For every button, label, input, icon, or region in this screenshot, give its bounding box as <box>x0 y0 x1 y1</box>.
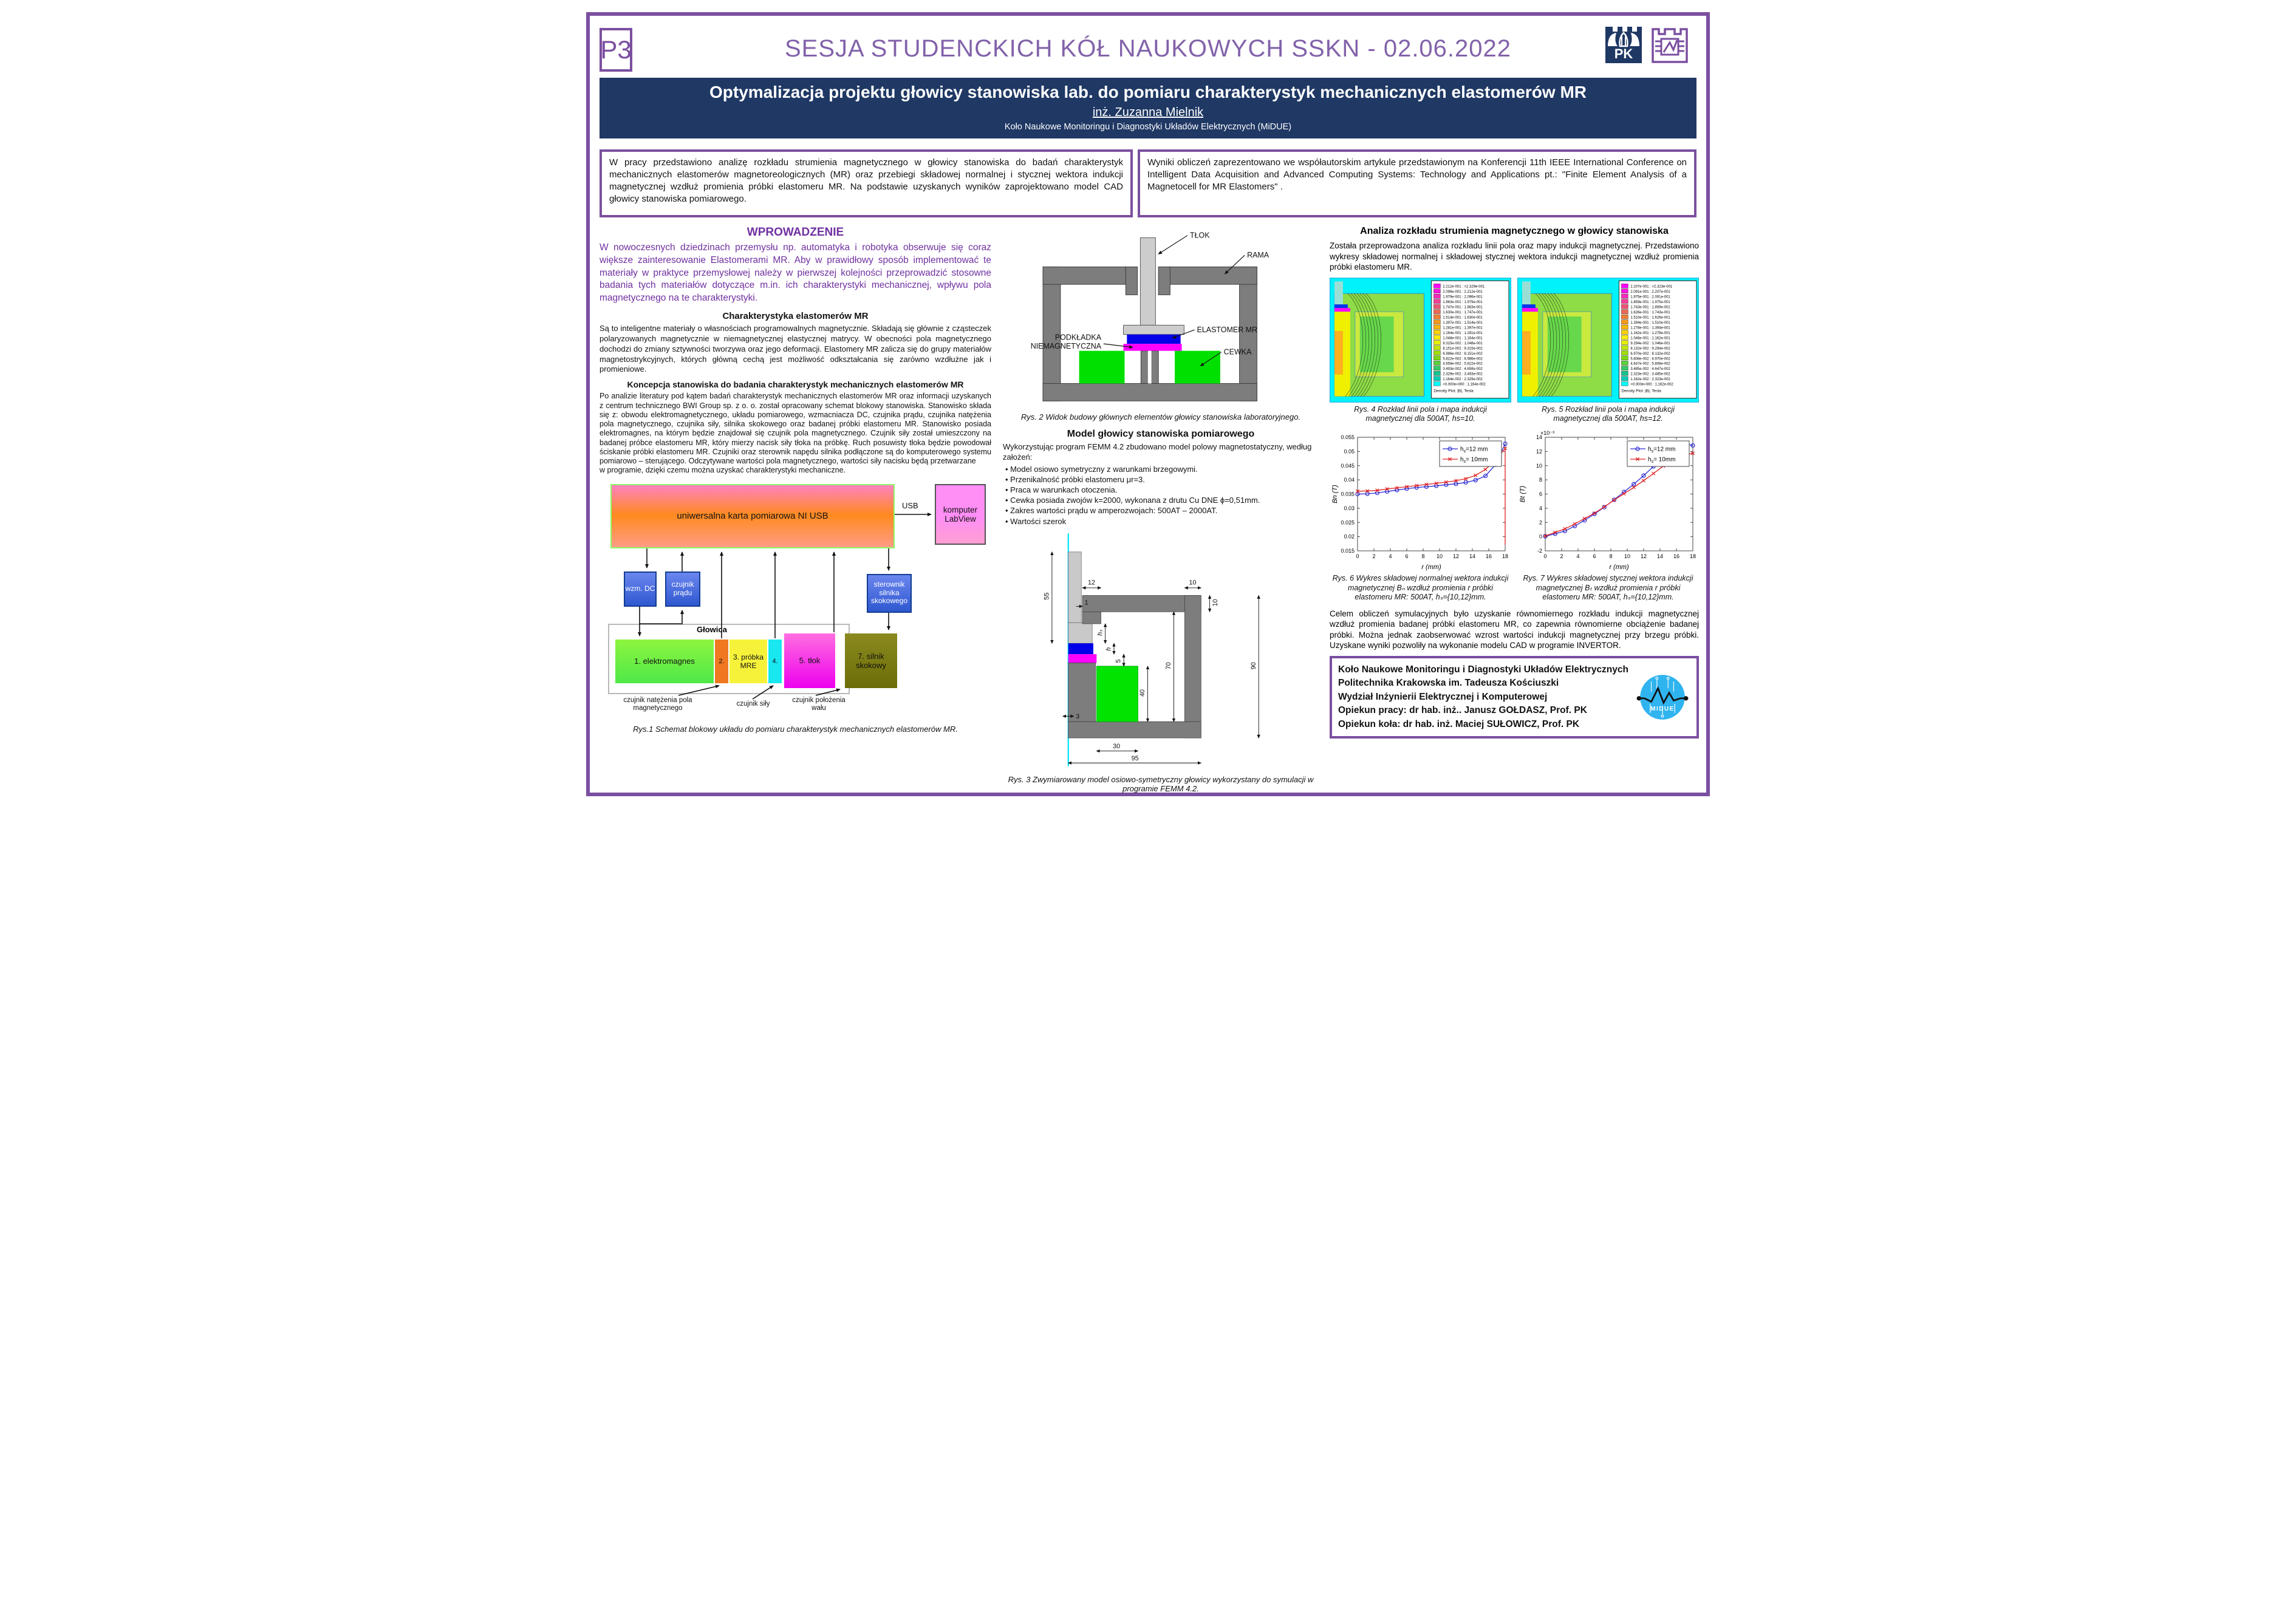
bullet-4: • Cewka posiada zwojów k=2000, wykonana z drutu Cu DNE ϕ=0,51mm. <box>1005 496 1260 505</box>
svg-text:1.162e-001 : 1.278e-001: 1.162e-001 : 1.278e-001 <box>1630 331 1670 335</box>
svg-text:6: 6 <box>1593 553 1596 559</box>
rys5-caption: Rys. 5 Rozkład linii pola i mapa indukcji magnetycznej dla 500AT, hs=12. <box>1542 404 1675 423</box>
fig3-pad <box>1068 654 1097 663</box>
cewka-label: CEWKA <box>1223 347 1252 357</box>
midue-chip-icon <box>1650 26 1689 64</box>
svg-text:2.329e-002 : 3.493e-002: 2.329e-002 : 3.493e-002 <box>1443 372 1483 377</box>
rys6-caption: Rys. 6 Wykres składowej normalnej wektora indukcji magnetycznej Bₙ wzdłuż promienia r próbki elastomeru MR: 500AT, hₛ={10,12}mm. <box>1332 573 1509 602</box>
podkladka-label-1: PODKŁADKA <box>1054 333 1102 342</box>
svg-text:9.315e-002 : 1.048e-001: 9.315e-002 : 1.048e-001 <box>1443 341 1483 346</box>
rys4-caption: Rys. 4 Rozkład linii pola i mapa indukcji magnetycznej dla 500AT, hs=10. <box>1354 404 1487 423</box>
abstract-right: Wyniki obliczeń zaprezentowano we współautorskim artykule przedstawionym na Konferencji 11th IEEE International Conference on Intelligent Data Acquisition and Advanced Computing Systems: Technology and Applications pt.: "Finite Element Analysis of a Magnetocell for MR Elastomers" . <box>1138 149 1696 217</box>
pk-logo-icon <box>1604 26 1643 64</box>
bullet-1: • Model osiowo symetryczny z warunkami brzegowymi. <box>1005 464 1198 474</box>
dim-12: 12 <box>1088 579 1095 587</box>
electromagnet-box: 1. elektromagnes <box>615 640 714 683</box>
svg-text:0.025: 0.025 <box>1341 519 1355 526</box>
svg-text:8.132e-002 : 9.294e-002: 8.132e-002 : 9.294e-002 <box>1630 346 1670 350</box>
chart-bt-vs-r <box>1517 429 1699 571</box>
svg-text:0.055: 0.055 <box>1341 434 1355 440</box>
credit-line-5: Opiekun koła: dr hab. inż. Maciej SUŁOWICZ, Prof. PK <box>1338 718 1580 729</box>
dim-hs: hₛ <box>1096 629 1104 636</box>
svg-text:12: 12 <box>1452 553 1460 559</box>
glowica-label: Głowica <box>697 624 727 634</box>
rys7-caption: Rys. 7 Wykres składowej stycznej wektora indukcji magnetycznej Bₜ wzdłuż promienia r próbki elastomeru MR: 500AT, hₛ={10,12}mm. <box>1523 573 1693 602</box>
koncepcja-paragraph-2: w programie, dzięki czemu można uzyskać charakterystyki mechaniczne. <box>600 466 846 475</box>
density-maps-row <box>1330 278 1699 403</box>
bullet-2: • Przenikalność próbki elastomeru μr=3. <box>1005 474 1145 484</box>
dim-95: 95 <box>1131 754 1139 762</box>
svg-text:14: 14 <box>1469 553 1476 559</box>
svg-text:3.485e-002 : 4.647e-002: 3.485e-002 : 4.647e-002 <box>1630 367 1670 371</box>
svg-text:1.747e-001 : 1.863e-001: 1.747e-001 : 1.863e-001 <box>1443 305 1483 310</box>
svg-text:hs= 10mm: $h_s= 10mm$ <box>1460 456 1488 464</box>
charakterystyka-heading: Charakterystyka elastomerów MR <box>722 310 869 321</box>
svg-text:0.02: 0.02 <box>1344 533 1355 540</box>
charakterystyka-paragraph: Są to inteligentne materiały o własnościach programowalnych magnetycznie. Składają się głównie z cząsteczek polaryzowanych magnetycznie w niemagnetycznej elastycznej matrycy. W obecności pola magnetycznego dochodzi do zmiany sztywności tworzywa oraz jego deformacji. Elastomery MR zalicza się do grupy materiałów magnetostrykcyjnych, których główną cechą jest możliwość odkształcania się zarówno wzdłużne jak i promieniowe. <box>600 323 991 374</box>
dim-70: 70 <box>1165 662 1173 669</box>
svg-text:1.278e-001 : 1.394e-001: 1.278e-001 : 1.394e-001 <box>1630 326 1670 330</box>
svg-text:3.493e-002 : 4.658e-002: 3.493e-002 : 4.658e-002 <box>1443 367 1483 371</box>
field-sensor-label: czujnik natężenia pola magnetycznego <box>623 696 692 712</box>
title-bar <box>600 78 1696 138</box>
author: inż. Zuzanna Mielnik <box>1092 106 1204 119</box>
density-map-rys5 <box>1517 278 1699 403</box>
celem-paragraph: Celem obliczeń symulacyjnych było uzyskanie równomiernego rozkładu indukcji magnetycznej wzdłuż promienia badanej próbki elastomeru MR, co zapewnia równomierne obciążenie badanej próbki. Można jednak zaobserwować wzrost wartości indukcji magnetycznej przy brzegu próbki. Uzyskane wyniki pozwoliły na wykonanie modelu CAD w programie INVERTOR. <box>1330 609 1699 650</box>
fig3-elastomer <box>1068 643 1093 654</box>
elastomer-label: ELASTOMER MR <box>1197 325 1258 334</box>
coil-left-shape <box>1079 351 1125 384</box>
svg-text:Density Plot: |B|, Tesla: Density Plot: |B|, Tesla <box>1433 389 1474 394</box>
intro-heading: WPROWADZENIE <box>747 226 844 239</box>
svg-text:9.294e-002 : 1.046e-001: 9.294e-002 : 1.046e-001 <box>1630 341 1670 346</box>
svg-text:<0.000e+000 : 1.162e-002: <0.000e+000 : 1.162e-002 <box>1630 383 1673 387</box>
svg-text:14: 14 <box>1656 553 1664 559</box>
svg-text:8: 8 <box>1539 477 1542 483</box>
middle-column <box>1003 226 1319 793</box>
svg-text:2.091e-001 : 2.207e-001: 2.091e-001 : 2.207e-001 <box>1630 290 1670 294</box>
svg-text:2: 2 <box>1539 519 1542 526</box>
svg-text:2.096e-001 : 2.212e-001: 2.096e-001 : 2.212e-001 <box>1443 290 1483 294</box>
chart-captions-row <box>1330 574 1699 602</box>
piston-box: 5. tłok <box>784 633 835 688</box>
model-bullets <box>1005 464 1319 527</box>
svg-text:1.630e-001 : 1.747e-001: 1.630e-001 : 1.747e-001 <box>1443 310 1483 315</box>
stepper-driver-box: sterownik silnika skokowego <box>867 574 912 613</box>
right-column <box>1330 226 1699 739</box>
credit-line-4: Opiekun pracy: dr hab. inż.. Janusz GOŁDASZ, Prof. PK <box>1338 705 1587 716</box>
bullet-5: • Zakres wartości prądu w amperozwojach: 500AT – 2000AT. <box>1005 506 1218 516</box>
svg-text:6: 6 <box>1539 491 1542 497</box>
credits-box <box>1330 656 1699 739</box>
svg-text:1.164e-001 : 1.281e-001: 1.164e-001 : 1.281e-001 <box>1443 331 1483 335</box>
logos <box>1604 26 1689 64</box>
svg-text:1.164e-002 : 2.329e-002: 1.164e-002 : 2.329e-002 <box>1443 377 1483 381</box>
analiza-paragraph: Została przeprowadzona analiza rozkładu linii pola oraz mapy indukcji magnetycznej. Przedstawiono wykresy składowej normalnej i składowej stycznej wektora indukcji magnetycznej wzdłuż promienia próbki elastomeru MR. <box>1330 241 1699 272</box>
mre-sample-box: 3. próbka MRE <box>729 640 767 683</box>
svg-text:6.986e-002 : 8.151e-002: 6.986e-002 : 8.151e-002 <box>1443 352 1483 356</box>
fig2-schematic <box>1015 226 1307 407</box>
svg-text:2: 2 <box>1372 553 1376 559</box>
box-4: 4. <box>768 640 782 683</box>
rama-label: RAMA <box>1247 251 1269 260</box>
svg-text:8: 8 <box>1609 553 1613 559</box>
svg-text:8.151e-002 : 9.315e-002: 8.151e-002 : 9.315e-002 <box>1443 346 1483 350</box>
svg-text:r (mm): r (mm) <box>1421 563 1441 571</box>
koncepcja-paragraph: Po analizie literatury pod kątem badań charakterystyk mechanicznych elastomerów MR oraz informacji uzyskanych z centrum technicznego BWI Group sp. z o. o. został opracowany schemat blokowy stanowiska. Stanowisko składa się z: obwodu elektromagnetycznego, układu pomiarowego, wzmacniacza DC, czujnika prądu, czujnika natężenia pola magnetycznego, czujnika siły, silnika skokowego oraz badanej próbki elastomeru MR. Stanowisko posiada elektromagnes, na którym będzie znajdował się czujnik pola magnetycznego. Czujnik siły został umieszczony na badanej próbce elastomeru MR, który mierzy nacisk siły tłoka na próbkę. Ruch posuwisty tłoka będzie powodował ściskanie próbki elastomeru MR. Czujniki oraz sterownik napędu silnika podłączone są do komputerowego systemu pomiarowo – sterującego. Odczytywane wartości pola magnetycznego, wartości siły nacisku będą przetwarzane <box>600 392 991 466</box>
svg-text:8: 8 <box>1421 553 1425 559</box>
left-column <box>600 226 991 734</box>
svg-text:10: 10 <box>1536 462 1542 469</box>
svg-text:1.281e-001 : 1.397e-001: 1.281e-001 : 1.397e-001 <box>1443 326 1483 330</box>
svg-text:r (mm): r (mm) <box>1609 563 1629 571</box>
bullet-6: • Wartości szerok <box>1005 516 1067 526</box>
dim-55: 55 <box>1043 592 1051 600</box>
svg-text:0: 0 <box>1543 553 1547 559</box>
dc-amp-box: wzm. DC <box>624 571 657 607</box>
dim-30: 30 <box>1113 742 1121 750</box>
fig2-wrap <box>1003 226 1319 421</box>
credit-line-2: Politechnika Krakowska im. Tadeusza Kościuszki <box>1338 678 1559 689</box>
svg-text:10: 10 <box>1436 553 1443 559</box>
poster-title: Optymalizacja projektu głowicy stanowiska lab. do pomiaru charakterystyk mechanicznych elastomerów MR <box>709 83 1587 101</box>
svg-text:<0.000e+000 : 1.164e-002: <0.000e+000 : 1.164e-002 <box>1443 383 1486 387</box>
midue-logo-icon <box>1635 669 1690 725</box>
current-sensor-box: czujnik prądu <box>665 571 700 607</box>
model-intro: Wykorzystując program FEMM 4.2 zbudowano model polowy magnetostatyczny, według założeń: <box>1003 442 1312 462</box>
poster-number: P3 <box>600 35 632 64</box>
svg-text:0: 0 <box>1539 533 1542 540</box>
svg-text:4: 4 <box>1539 505 1542 511</box>
svg-text:×10⁻³: ×10⁻³ <box>1540 429 1555 436</box>
svg-text:1.979e-001 : 2.096e-001: 1.979e-001 : 2.096e-001 <box>1443 295 1483 299</box>
svg-text:10: 10 <box>1624 553 1631 559</box>
svg-text:4: 4 <box>1389 553 1392 559</box>
svg-text:Bn (T): Bn (T) <box>1331 485 1339 503</box>
usb-label: USB <box>902 500 918 510</box>
svg-text:1.743e-001 : 1.859e-001: 1.743e-001 : 1.859e-001 <box>1630 305 1670 310</box>
svg-text:18: 18 <box>1502 553 1509 559</box>
pole-gap <box>1148 351 1152 384</box>
svg-text:1.863e-001 : 1.979e-001: 1.863e-001 : 1.979e-001 <box>1443 300 1483 304</box>
fig3-coil <box>1096 666 1138 722</box>
charts-row <box>1330 429 1699 571</box>
svg-text:1.397e-001 : 1.514e-001: 1.397e-001 : 1.514e-001 <box>1443 321 1483 325</box>
dim-3: 3 <box>1076 712 1080 720</box>
svg-text:4.647e-002 : 5.808e-002: 4.647e-002 : 5.808e-002 <box>1630 362 1670 366</box>
svg-text:4.658e-002 : 5.822e-002: 4.658e-002 : 5.822e-002 <box>1443 362 1483 366</box>
svg-text:0.05: 0.05 <box>1344 448 1355 455</box>
svg-text:4: 4 <box>1576 553 1580 559</box>
rys1-caption: Rys.1 Schemat blokowy układu do pomiaru charakterystyk mechanicznych elastomerów MR. <box>633 724 958 734</box>
rys3-caption: Rys. 3 Zwymiarowany model osiowo-symetryczny głowicy wykorzystany do symulacji w programie FEMM 4.2. <box>1008 774 1314 793</box>
svg-text:2: 2 <box>1560 553 1563 559</box>
svg-text:0.03: 0.03 <box>1344 505 1355 511</box>
svg-text:6: 6 <box>1405 553 1409 559</box>
koncepcja-heading: Koncepcja stanowiska do badania charakterystyk mechanicznych elastomerów MR <box>627 380 964 390</box>
credits-lines <box>1338 663 1630 731</box>
stepper-motor-box: 7. silnik skokowy <box>845 633 897 688</box>
svg-text:Bt (T): Bt (T) <box>1519 485 1526 503</box>
svg-text:6.970e-002 : 8.132e-002: 6.970e-002 : 8.132e-002 <box>1630 352 1670 356</box>
svg-text:5.808e-002 : 6.970e-002: 5.808e-002 : 6.970e-002 <box>1630 357 1670 361</box>
svg-text:12: 12 <box>1536 448 1542 455</box>
svg-text:1.859e-001 : 1.975e-001: 1.859e-001 : 1.975e-001 <box>1630 300 1670 304</box>
dim-10-top: 10 <box>1189 579 1197 587</box>
session-title: SESJA STUDENCKICH KÓŁ NAUKOWYCH SSKN - 02.06.2022 <box>784 35 1512 62</box>
dim-5: 5 <box>1115 659 1122 663</box>
map-captions-row <box>1330 405 1699 424</box>
dim-h: h <box>1105 647 1113 651</box>
daq-card-box: uniwersalna karta pomiarowa NI USB <box>610 484 895 548</box>
poster-page <box>574 0 1722 803</box>
svg-text:2.212e-001 : >2.329e-001: 2.212e-001 : >2.329e-001 <box>1443 285 1485 289</box>
density-map-rys4 <box>1330 278 1511 403</box>
coil-right-shape <box>1175 351 1220 384</box>
svg-text:5.822e-002 : 6.986e-002: 5.822e-002 : 6.986e-002 <box>1443 357 1483 361</box>
svg-text:1.162e-002 : 2.323e-002: 1.162e-002 : 2.323e-002 <box>1630 377 1670 381</box>
box-2: 2. <box>715 640 728 683</box>
svg-text:2.323e-002 : 3.485e-002: 2.323e-002 : 3.485e-002 <box>1630 372 1670 377</box>
svg-text:0.04: 0.04 <box>1344 477 1355 483</box>
abstract-left: W pracy przedstawiono analizę rozkładu strumienia magnetycznego w głowicy stanowiska do badań charakterystyk mechanicznych elastomerów magnetoreologicznych (MR) oraz przebiegi składowej normalnej i stycznej wektora indukcji magnetycznej wzdłuż promienia próbki elastomeru MR. Na podstawie uzyskanych wyników zaprojektowano model CAD głowicy stanowiska pomiarowego. <box>600 149 1133 217</box>
bullet-3: • Praca w warunkach otoczenia. <box>1005 485 1118 495</box>
svg-text:1.510e-001 : 1.626e-001: 1.510e-001 : 1.626e-001 <box>1630 316 1670 320</box>
svg-text:0: 0 <box>1356 553 1359 559</box>
svg-text:0.035: 0.035 <box>1341 491 1355 497</box>
svg-text:18: 18 <box>1689 553 1696 559</box>
computer-box: komputer LabView <box>935 484 986 545</box>
fig3-wrap <box>1003 530 1319 793</box>
svg-text:16: 16 <box>1485 553 1492 559</box>
svg-text:hs=12 mm: $h_s=12$ mm <box>1460 446 1488 454</box>
svg-text:0.015: 0.015 <box>1341 547 1355 554</box>
svg-text:hs=12 mm: $h_s=12$ mm <box>1648 446 1676 454</box>
svg-text:Density Plot: |B|, Tesla: Density Plot: |B|, Tesla <box>1621 389 1661 394</box>
midue-logo-text: MIDUE <box>1650 706 1675 713</box>
shaft-position-label: czujnik położenia wału <box>792 696 846 712</box>
svg-text:14: 14 <box>1536 434 1542 440</box>
affiliation: Koło Naukowe Monitoringu i Diagnostyki Układów Elektrycznych (MiDUE) <box>1004 122 1292 132</box>
svg-text:1.514e-001 : 1.630e-001: 1.514e-001 : 1.630e-001 <box>1443 316 1483 320</box>
dim-1: 1 <box>1084 599 1088 607</box>
rys2-caption: Rys. 2 Widok budowy głównych elementów głowicy stanowiska laboratoryjnego. <box>1020 412 1301 421</box>
block-diagram <box>600 480 991 722</box>
credit-line-1: Koło Naukowe Monitoringu i Diagnostyki Układów Elektrycznych <box>1338 664 1628 675</box>
chart-bn-vs-r <box>1330 429 1511 571</box>
tlok-label: TŁOK <box>1190 231 1210 240</box>
elastomer-shape <box>1127 335 1180 344</box>
svg-text:2.207e-001 : >2.323e-001: 2.207e-001 : >2.323e-001 <box>1630 285 1673 289</box>
podkladka-label-2: NIEMAGNETYCZNA <box>1030 341 1102 350</box>
svg-text:0.045: 0.045 <box>1341 462 1355 469</box>
dim-90: 90 <box>1249 662 1257 669</box>
dim-10-right: 10 <box>1212 599 1220 607</box>
svg-text:1.975e-001 : 2.091e-001: 1.975e-001 : 2.091e-001 <box>1630 295 1670 299</box>
analiza-heading: Analiza rozkładu strumienia magnetycznego w głowicy stanowiska <box>1360 226 1669 236</box>
svg-text:1.626e-001 : 1.743e-001: 1.626e-001 : 1.743e-001 <box>1630 310 1670 315</box>
svg-text:1.394e-001 : 1.510e-001: 1.394e-001 : 1.510e-001 <box>1630 321 1670 325</box>
dim-40: 40 <box>1139 689 1147 697</box>
svg-text:hs= 10mm: $h_s= 10mm$ <box>1648 456 1676 464</box>
model-heading: Model głowicy stanowiska pomiarowego <box>1067 429 1255 439</box>
credit-line-3: Wydział Inżynierii Elektrycznej i Komputerowej <box>1338 691 1548 702</box>
fig3-dimensioned-model <box>1030 530 1291 769</box>
force-sensor-label: czujnik siły <box>736 700 770 708</box>
svg-text:1.046e-001 : 1.162e-001: 1.046e-001 : 1.162e-001 <box>1630 336 1670 341</box>
svg-text:-2: -2 <box>1537 547 1542 554</box>
svg-text:1.048e-001 : 1.164e-001: 1.048e-001 : 1.164e-001 <box>1443 336 1483 341</box>
svg-text:PK: PK <box>1614 46 1633 61</box>
svg-text:16: 16 <box>1673 553 1680 559</box>
svg-text:12: 12 <box>1640 553 1647 559</box>
intro-paragraph: W nowoczesnych dziedzinach przemysłu np. automatyka i robotyka obserwuje się coraz większe zainteresowanie Elastomerami MR. Aby w prawidłowy sposób implementować te materiały w praktyce przemysłowej należy w pierwszej kolejności przeprowadzić stosowne badania tych materiałów dotyczące m.in. ich charakterystyki mechanicznej, wpływu pola magnetycznego na te charakterystyki. <box>600 242 991 304</box>
